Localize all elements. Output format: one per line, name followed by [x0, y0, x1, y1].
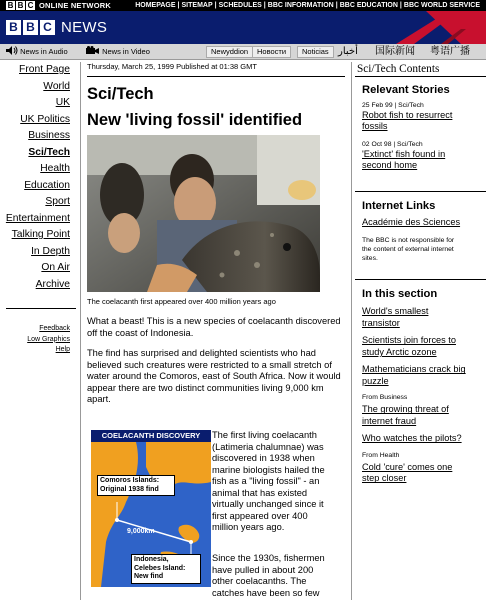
section-link-line: Mathematicians crack big — [362, 364, 466, 375]
help-link[interactable]: Help — [55, 346, 70, 353]
nav-uk-politics[interactable]: UK Politics — [20, 113, 70, 125]
section-link-arctic-ozone[interactable] — [355, 335, 486, 358]
sidebar-rule — [355, 279, 486, 280]
disclaimer-line: The BBC is not responsible for — [362, 237, 455, 245]
news-wordmark: NEWS — [61, 19, 108, 36]
article-paragraph-2: The find has surprised and delighted scientists who had believed such creatures were restricted to a small stretch of water around the Comoros, east of South Africa. Now it would appear there are two distinct communities living 9,000 km apart. — [87, 348, 341, 404]
header-red-stripe-graphic — [366, 11, 486, 44]
left-column-divider — [80, 62, 81, 600]
low-graphics-link[interactable]: Low Graphics — [27, 335, 70, 343]
distance-label: 9,000km — [127, 528, 155, 535]
network-bar — [0, 0, 486, 11]
right-column-divider — [351, 62, 352, 600]
para4-line: have pulled in about 200 — [212, 564, 314, 575]
section-link-line: World's smallest — [362, 306, 429, 317]
photo-illustration — [87, 135, 320, 292]
indonesia-label-line2: Celebes Island: — [134, 564, 186, 572]
section-navigation — [0, 62, 76, 353]
photo-caption: The coelacanth first appeared over 400 million years ago — [87, 297, 276, 306]
para4-line: Since the 1930s, fishermen — [212, 553, 325, 563]
story-meta: 25 Feb 99 | Sci/Tech — [362, 102, 424, 109]
relevant-stories-box — [355, 83, 486, 171]
schedules-link[interactable]: SCHEDULES — [218, 2, 262, 9]
story-link-line: Robot fish to resurrect — [362, 110, 453, 120]
sidebar-rule — [355, 191, 486, 192]
from-business-label: From Business — [362, 394, 408, 402]
bbc-news-header — [0, 11, 486, 44]
nav-education[interactable]: Education — [24, 179, 70, 191]
bbc-letter-c: C — [27, 1, 34, 10]
section-link-line: Who watches the pilots? — [362, 433, 462, 444]
academie-des-sciences-link[interactable]: Académie des Sciences — [362, 217, 461, 228]
online-network-label: ONLINE NETWORK — [39, 1, 111, 10]
comoros-label — [97, 475, 175, 496]
section-link-line: The growing threat of — [362, 404, 449, 415]
video-camera-icon — [86, 46, 100, 55]
para4-line: catches have been so few — [212, 587, 320, 598]
news-in-audio-link[interactable] — [6, 46, 68, 58]
section-link-line: internet fraud — [362, 415, 417, 426]
disclaimer-line: the content of external internet — [362, 246, 454, 254]
internet-links-heading: Internet Links — [362, 200, 436, 213]
section-link-line: puzzle — [362, 375, 389, 386]
story-meta: 02 Oct 98 | Sci/Tech — [362, 140, 423, 148]
indonesia-label-line3: New find — [134, 573, 164, 580]
speaker-icon — [6, 46, 18, 55]
sci-tech-contents-title[interactable]: Sci/Tech Contents — [357, 63, 440, 75]
news-in-video-link[interactable] — [86, 46, 150, 58]
bbc-online-network-logo[interactable] — [6, 1, 111, 10]
arabic-service-link[interactable]: أخبار — [338, 46, 358, 57]
nav-divider — [6, 308, 76, 309]
right-sidebar — [355, 62, 486, 485]
nav-front-page[interactable]: Front Page — [19, 64, 70, 75]
news-in-audio-label: News in Audio — [20, 47, 68, 56]
para3-line: marine biologists hailed the — [212, 464, 325, 475]
nav-in-depth[interactable]: In Depth — [31, 245, 70, 257]
nav-on-air[interactable]: On Air — [41, 262, 70, 273]
nav-business[interactable]: Business — [28, 130, 70, 141]
bbc-letter-b2: B — [17, 1, 24, 10]
homepage-link[interactable]: HOMEPAGE — [135, 2, 176, 9]
nav-talking-point[interactable]: Talking Point — [11, 229, 70, 240]
para3-line: (Latimeria chalumnae) was — [212, 441, 324, 452]
nav-sport[interactable]: Sport — [45, 196, 70, 207]
story-link-line: second home — [362, 159, 418, 170]
section-link-smallest-transistor[interactable] — [355, 306, 486, 329]
nav-archive[interactable]: Archive — [35, 278, 70, 290]
news-in-video-label: News in Video — [102, 47, 150, 56]
section-link-line: step closer — [362, 473, 407, 484]
article-paragraph-4 — [212, 553, 347, 599]
coelacanth-photo — [87, 135, 320, 292]
russian-service-link[interactable]: Новости — [252, 46, 291, 58]
feedback-link[interactable]: Feedback — [39, 325, 70, 332]
nav-health[interactable]: Health — [40, 163, 70, 174]
indonesia-label — [131, 554, 201, 584]
bbc-letter-b1: B — [7, 1, 14, 10]
nav-sci-tech[interactable]: Sci/Tech — [28, 146, 70, 158]
article — [87, 62, 345, 598]
external-sites-disclaimer — [355, 236, 486, 263]
welsh-service-link[interactable]: Newyddion — [206, 46, 253, 58]
para3-line: first appeared over 400 — [212, 510, 308, 521]
section-link-internet-fraud[interactable] — [355, 404, 486, 427]
para3-line: million years ago. — [212, 522, 285, 532]
cantonese-service-link[interactable]: 粤语广播 — [430, 46, 470, 57]
relevant-stories-heading: Relevant Stories — [362, 84, 450, 96]
section-link-line: transistor — [362, 317, 400, 328]
nav-entertainment[interactable]: Entertainment — [5, 212, 70, 224]
para3-line: fish as a "living fossil" - an — [212, 476, 320, 486]
para4-line: other coelacanths. The — [212, 576, 307, 586]
chinese-service-link[interactable]: 国际新闻 — [375, 46, 415, 57]
article-paragraph-3 — [212, 430, 347, 534]
article-headline: New 'living fossil' identified — [87, 111, 303, 129]
nav-world[interactable]: World — [43, 80, 70, 92]
para3-line: The first living coelacanth — [212, 430, 317, 440]
section-link-line: study Arctic ozone — [362, 346, 437, 357]
nav-uk[interactable]: UK — [55, 97, 70, 108]
indonesia-label-line1: Indonesia, — [134, 556, 169, 563]
story-link-line: 'Extinct' fish found in — [362, 148, 446, 159]
section-link-line: Cold 'cure' comes one — [362, 461, 453, 472]
bbc-information-link[interactable]: BBC INFORMATION — [267, 2, 334, 9]
logo-letter-c: C — [40, 20, 55, 35]
bbc-education-link[interactable]: BBC EDUCATION — [339, 2, 398, 9]
bbc-world-service-link[interactable]: BBC WORLD SERVICE — [403, 2, 480, 9]
section-link-cold-cure[interactable] — [355, 462, 486, 485]
para3-line: virtually unchanged since it — [212, 499, 324, 509]
sitemap-link[interactable]: SITEMAP — [181, 2, 213, 9]
map-title: COELACANTH DISCOVERY — [91, 430, 211, 442]
spanish-service-link[interactable]: Noticias — [297, 46, 334, 58]
para3-line: animal that has existed — [212, 487, 308, 498]
section-link-mathematicians-puzzle[interactable] — [355, 364, 486, 387]
story-link-extinct-fish[interactable] — [355, 149, 486, 172]
logo-letter-b2: B — [23, 20, 38, 35]
story-link-line: fossils — [362, 121, 388, 132]
section-link-who-watches-pilots[interactable] — [355, 433, 486, 445]
from-health-label: From Health — [362, 451, 400, 459]
comoros-label-line1: Comoros Islands: — [100, 477, 160, 484]
story-link-robot-fish[interactable] — [355, 110, 486, 133]
article-dateline: Thursday, March 25, 1999 Published at 01:38 GMT — [87, 62, 345, 77]
services-bar — [0, 44, 486, 60]
article-paragraph-1: What a beast! This is a new species of coelacanth discovered off the coast of Indonesia. — [87, 316, 341, 338]
in-this-section-heading: In this section — [362, 288, 438, 301]
comoros-label-line2: Original 1938 find — [100, 485, 159, 493]
section-link-line: Scientists join forces to — [362, 335, 456, 346]
network-links: HOMEPAGE | SITEMAP | SCHEDULES | BBC INFORMATION | BBC EDUCATION | BBC WORLD SERVICE — [135, 2, 480, 9]
coelacanth-discovery-map — [91, 430, 211, 587]
logo-letter-b1: B — [6, 20, 21, 35]
disclaimer-line: sites. — [362, 255, 378, 263]
sidebar-rule — [355, 76, 486, 77]
para3-line: discovered in 1938 when — [212, 453, 315, 463]
bbc-news-logo[interactable] — [6, 20, 107, 35]
section-title: Sci/Tech — [87, 85, 154, 103]
